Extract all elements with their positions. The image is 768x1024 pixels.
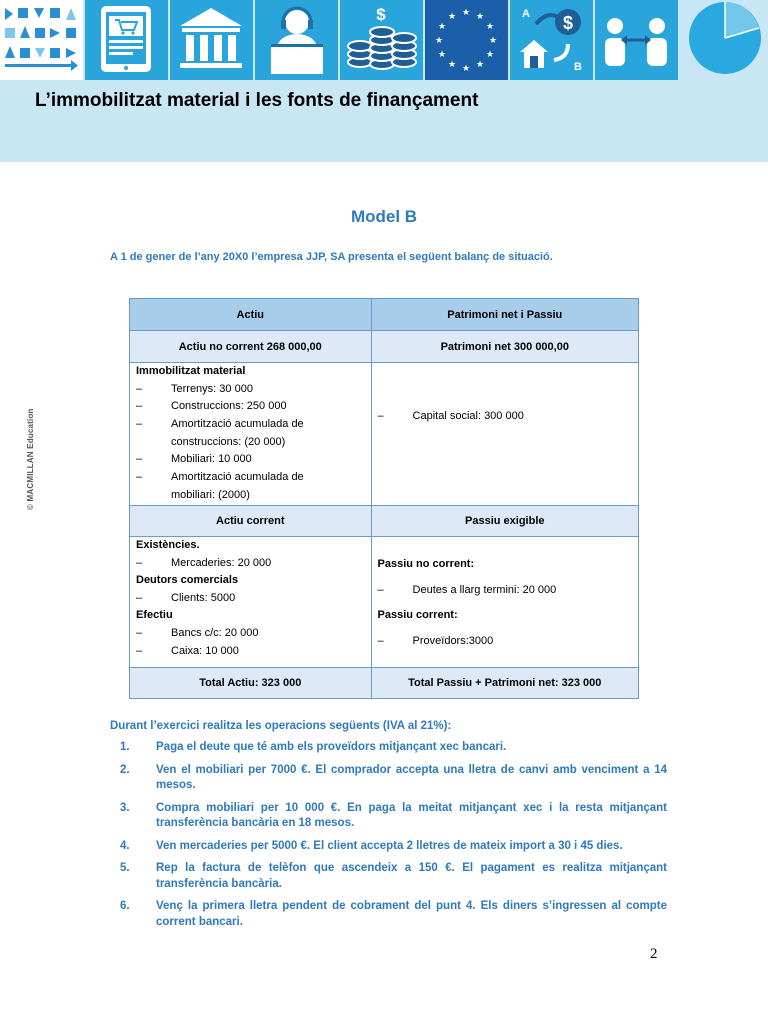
efectiu-group-label: Efectiu: [136, 609, 173, 622]
page-number: 2: [650, 946, 658, 962]
totals-row: [130, 668, 639, 699]
call-center-icon: [255, 0, 338, 80]
intro-text: A 1 de gener de l’any 20X0 l’empresa JJP, SA presenta el següent balanç de situació.: [110, 251, 553, 263]
table-row: [130, 363, 639, 506]
list-item: 5. Rep la factura de telèfon que ascendeix a 150 €. El pagament es realitza mitjançant transferència bancària.: [120, 862, 667, 890]
list-item: 1. Paga el deute que té amb els proveïdors mitjançant xec bancari.: [120, 741, 507, 753]
list-item: 6. Venç la primera lletra pendent de cobrament del punt 4. Els diners s’ingressen al compte corrent bancari.: [120, 900, 667, 928]
dollar-label: $: [562, 13, 574, 33]
actiu-no-corrent-header: Actiu no corrent 268 000,00: [130, 331, 372, 363]
icon-strip: [0, 0, 768, 80]
list-item: – Deutes a llarg termini: 20 000: [377, 583, 557, 596]
puzzle-arrows-icon: [0, 0, 83, 80]
svg-text:★: ★: [437, 22, 447, 32]
list-item: – Clients: 5000: [136, 591, 236, 604]
column-header-actiu: Actiu: [130, 299, 372, 331]
list-item: – Amortització acumulada de mobiliari: (2000): [136, 471, 304, 501]
section-header-row: [130, 331, 639, 363]
list-item: – Bancs c/c: 20 000: [136, 626, 259, 639]
svg-text:★: ★: [485, 50, 495, 60]
table-row: [130, 537, 639, 668]
list-item: – Mercaderies: 20 000: [136, 556, 272, 569]
svg-text:★: ★: [475, 60, 485, 70]
dollar-sign: $: [376, 5, 386, 24]
table-header-row: [130, 299, 639, 331]
actiu-corrent-header: Actiu corrent: [130, 506, 372, 537]
svg-text:★: ★: [485, 22, 495, 32]
total-passiu-patrimoni: Total Passiu + Patrimoni net: 323 000: [371, 668, 638, 699]
people-exchange-icon: [595, 0, 678, 80]
column-header-patrimoni-passiu: Patrimoni net i Passiu: [371, 299, 638, 331]
label-a: A: [522, 8, 530, 20]
coins-icon: [340, 0, 423, 80]
svg-text:★: ★: [447, 60, 457, 70]
list-item: 2. Ven el mobiliari per 7000 €. El comprador accepta una lletra de canvi amb venciment a 14 mesos.: [120, 763, 667, 791]
model-title: Model B: [350, 207, 418, 226]
exchange-house-dollar-icon: [510, 0, 593, 80]
page-header: [0, 0, 768, 162]
list-item: – Caixa: 10 000: [136, 644, 239, 657]
tablet-cart-icon: [85, 0, 168, 80]
passiu-exigible-header: Passiu exigible: [371, 506, 638, 537]
immobilitzat-group-label: Immobilitzat material: [136, 365, 246, 377]
list-item: – Construccions: 250 000: [136, 400, 287, 413]
list-item: – Proveïdors:3000: [377, 634, 494, 647]
pie-chart-icon: [683, 0, 768, 80]
page-title: L’immobilitzat material i les fonts de finançament: [35, 90, 479, 111]
list-item: 4. Ven mercaderies per 5000 €. El client accepta 2 lletres de mateix import a 30 i 45 dies.: [120, 839, 623, 852]
passiu-no-corrent-label: Passiu no corrent:: [377, 558, 475, 570]
list-item: – Mobiliari: 10 000: [136, 453, 252, 466]
list-item: 3. Compra mobiliari per 10 000 €. En paga la meitat mitjançant xec i la resta mitjançant transferència bancària en 18 mesos.: [120, 801, 667, 829]
deutors-group-label: Deutors comercials: [136, 574, 239, 587]
svg-text:★: ★: [461, 8, 471, 18]
operations-list: [120, 740, 667, 937]
operations-intro: Durant l’exercici realitza les operacions següents (IVA al 21%):: [110, 720, 452, 732]
section-header-row: [130, 506, 639, 537]
copyright-credit: © MACMILLAN Education: [26, 408, 35, 510]
patrimoni-net-header: Patrimoni net 300 000,00: [371, 331, 638, 363]
svg-text:★: ★: [475, 12, 485, 22]
eu-flag-icon: [425, 0, 508, 80]
label-b: B: [574, 61, 582, 73]
passiu-corrent-label: Passiu corrent:: [377, 609, 458, 622]
svg-text:★: ★: [434, 36, 444, 46]
svg-text:★: ★: [488, 36, 498, 46]
bank-icon: [170, 0, 253, 80]
list-item: – Amortització acumulada de construccions: (20 000): [136, 417, 304, 448]
existencies-group-label: Existències.: [136, 539, 200, 551]
svg-text:★: ★: [461, 64, 471, 74]
list-item: – Capital social: 300 000: [377, 410, 524, 422]
svg-text:★: ★: [437, 50, 447, 60]
balance-sheet-table: [129, 298, 639, 699]
list-item: – Terrenys: 30 000: [136, 382, 253, 395]
total-actiu: Total Actiu: 323 000: [130, 668, 372, 699]
svg-text:★: ★: [447, 12, 457, 22]
